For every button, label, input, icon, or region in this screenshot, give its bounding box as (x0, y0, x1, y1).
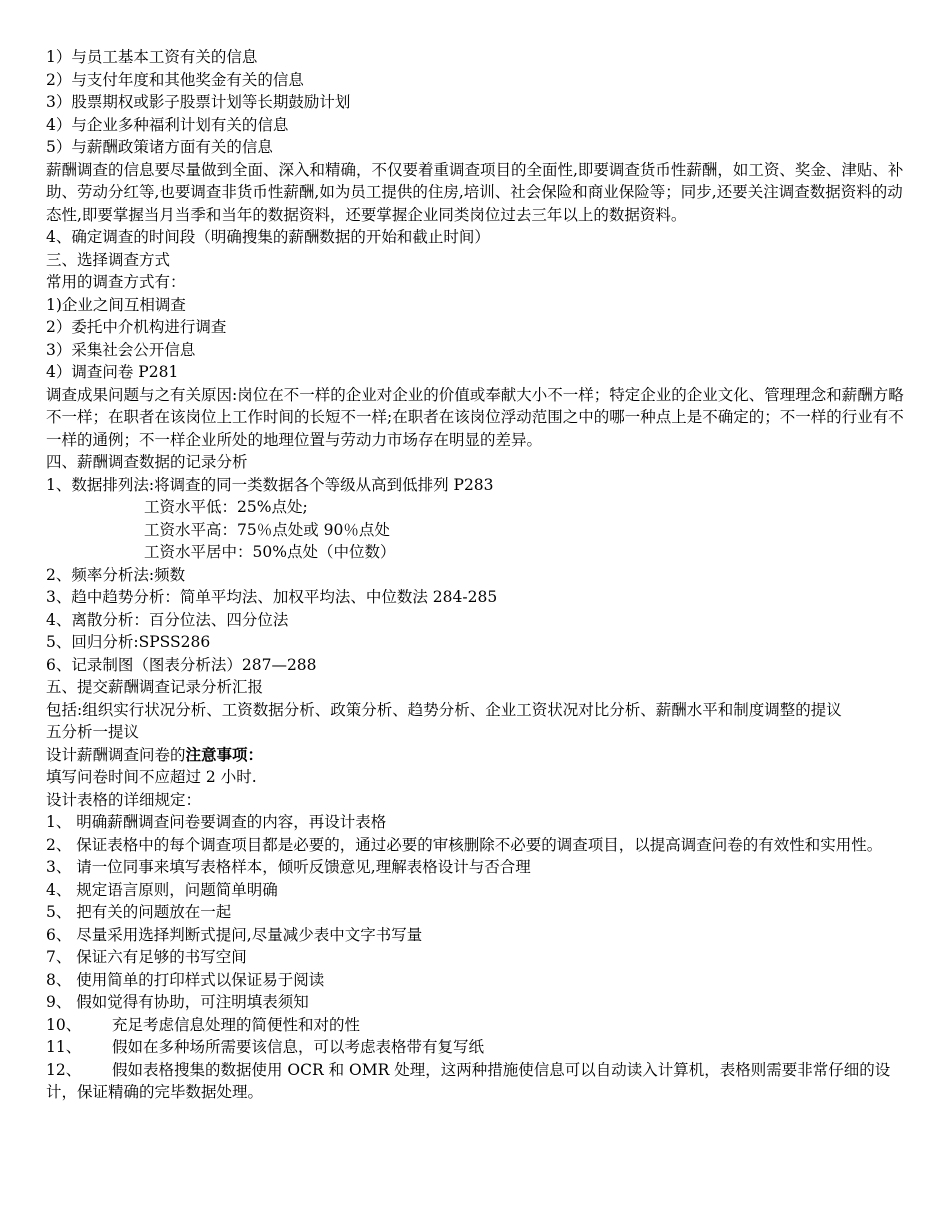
list-item: 2、频率分析法:频数 (46, 565, 186, 584)
list-item: 5、 把有关的问题放在一起 (46, 903, 232, 921)
paragraph: 五分析一提议 (46, 723, 140, 741)
list-item-text: 充足考虑信息处理的简便性和对的性 (112, 1015, 361, 1034)
list-item: 1）与员工基本工资有关的信息 (46, 48, 258, 66)
section-item: 4、确定调查的时间段（明确搜集的薪酬数据的开始和截止时间） (46, 228, 490, 246)
list-number: 12、 (46, 1060, 82, 1079)
list-item: 3、趋中趋势分析：简单平均法、加权平均法、中位数法 284-285 (46, 588, 498, 606)
paragraph: 设计表格的详细规定： (46, 790, 202, 809)
list-item (46, 1036, 914, 1059)
notes-heading (46, 744, 914, 767)
indented-item: 工资水平高：75％点处或 90％点处 (144, 520, 390, 539)
list-item: 6、 尽量采用选择判断式提问,尽量减少表中文字书写量 (46, 925, 423, 944)
list-item: 6、记录制图（图表分析法）287—288 (46, 655, 317, 674)
list-item: 1、 明确薪酬调查问卷要调查的内容，再设计表格 (46, 813, 387, 831)
list-number: 10、 (46, 1015, 82, 1034)
list-item (46, 1014, 914, 1037)
notes-heading-text: 设计薪酬调查问卷的 (46, 745, 186, 764)
notes-heading-bold: 注意事项： (185, 744, 264, 764)
list-item (46, 1059, 914, 1104)
list-item-text: 假如在多种场所需要该信息，可以考虑表格带有复写纸 (112, 1038, 485, 1056)
list-item: 4）调查问卷 P281 (46, 363, 179, 381)
list-item: 3）采集社会公开信息 (46, 340, 196, 359)
list-item: 2、 保证表格中的每个调查项目都是必要的，通过必要的审核删除不必要的调查项目，以提高调查问卷的有效性和实用性。 (46, 835, 883, 854)
list-item: 8、 使用简单的打印样式以保证易于阅读 (46, 970, 325, 989)
paragraph: 常用的调查方式有： (46, 273, 186, 291)
indented-item: 工资水平低：25%点处; (144, 498, 308, 516)
list-item: 7、 保证六有足够的书写空间 (46, 948, 247, 966)
list-item: 2）委托中介机构进行调查 (46, 318, 227, 336)
paragraph: 薪酬调查的信息要尽量做到全面、深入和精确，不仅要着重调查项目的全面性,即要调查货币性薪酬，如工资、奖金、津贴、补助、劳动分红等,也要调查非货币性薪酬,如为员工提供的住房,培训、社会保险和商业保险等；同步,还要关注调查数据资料的动态性,即要掌握当月当季和当年的数据资料，还要掌握企业同类岗位过去三年以上的数据资料。 (46, 160, 904, 224)
document-page (46, 46, 914, 1104)
list-item: 4、离散分析：百分位法、四分位法 (46, 610, 289, 629)
list-item: 1)企业之间互相调查 (46, 295, 186, 314)
section-heading: 三、选择调查方式 (46, 250, 171, 269)
paragraph: 包括:组织实行状况分析、工资数据分析、政策分析、趋势分析、企业工资状况对比分析、薪酬水平和制度调整的提议 (46, 700, 842, 719)
list-item: 4）与企业多种福利计划有关的信息 (46, 115, 289, 134)
list-item: 4、 规定语言原则，问题简单明确 (46, 880, 278, 899)
list-item: 5）与薪酬政策诸方面有关的信息 (46, 138, 273, 156)
list-item: 2）与支付年度和其他奖金有关的信息 (46, 70, 304, 89)
list-item-text: 假如表格搜集的数据使用 OCR 和 OMR 处理，这两种措施使信息可以自动读入计算机，表格则需要非常仔细的设计，保证精确的完毕数据处理。 (46, 1060, 891, 1101)
list-number: 11、 (46, 1038, 82, 1056)
list-item: 1、数据排列法:将调查的同一类数据各个等级从高到低排列 P283 (46, 475, 494, 494)
section-heading: 四、薪酬调查数据的记录分析 (46, 453, 248, 471)
indented-item: 工资水平居中：50%点处（中位数） (144, 543, 396, 561)
paragraph: 调查成果问题与之有关原因:岗位在不一样的企业对企业的价值或奉献大小不一样；特定企业的企业文化、管理理念和薪酬方略不一样；在职者在该岗位上工作时间的长短不一样;在职者在该岗位浮动范围之中的哪一种点上是不确定的；不一样的行业有不一样的通例；不一样企业所处的地理位置与劳动力市场存在明显的差异。 (46, 385, 904, 449)
paragraph: 填写问卷时间不应超过 2 小时. (46, 768, 257, 786)
list-item: 3）股票期权或影子股票计划等长期鼓励计划 (46, 93, 351, 111)
list-item: 5、回归分析:SPSS286 (46, 633, 211, 651)
list-item: 9、 假如觉得有协助，可注明填表须知 (46, 993, 309, 1011)
section-heading: 五、提交薪酬调查记录分析汇报 (46, 678, 264, 696)
list-item: 3、 请一位同事来填写表格样本，倾听反馈意见,理解表格设计与否合理 (46, 858, 531, 876)
